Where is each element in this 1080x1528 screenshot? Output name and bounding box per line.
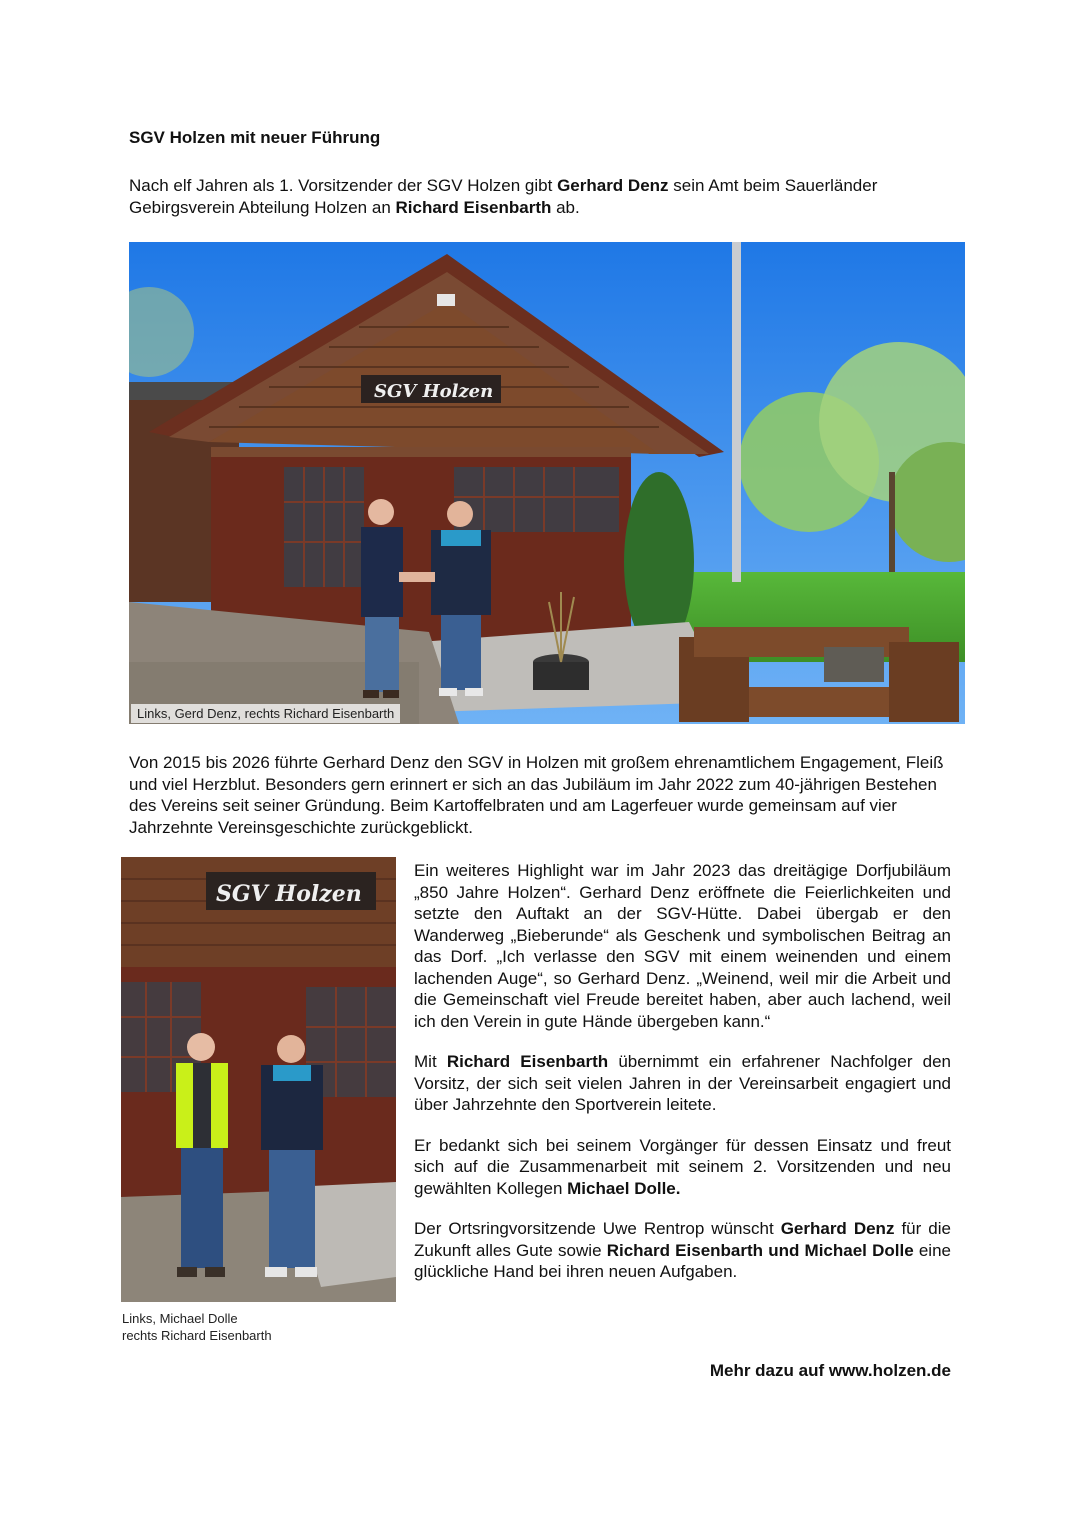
footer-link-text: Mehr dazu auf www.holzen.de	[709, 1361, 951, 1380]
intro-text-1: Nach elf Jahren als 1. Vorsitzender der SGV Holzen gibt	[129, 176, 558, 195]
wishes-text-2: für die Zukunft alles Gute sowie	[414, 1219, 951, 1260]
intro-name-gerhard: Gerhard Denz	[557, 176, 669, 195]
photo2-caption	[122, 1310, 272, 1344]
successor-text-2: übernimmt ein erfahrener Nachfolger den Vorsitz, der sich seit vielen Jahren in der Vereinsarbeit engagiert und über Jahrzehnte den Sportverein leitete.	[414, 1052, 952, 1114]
wishes-name-1: Gerhard Denz	[780, 1219, 895, 1238]
thanks-name: Michael Dolle.	[567, 1178, 681, 1198]
photo-handshake	[129, 242, 965, 724]
hut-sign-text-1: SGV Holzen	[374, 381, 494, 402]
successor-text-1: Mit	[414, 1052, 447, 1071]
intro-name-richard: Richard Eisenbarth	[395, 197, 552, 217]
successor-name: Richard Eisenbarth	[446, 1052, 609, 1071]
wishes-paragraph	[414, 1218, 951, 1283]
wishes-text-1: Der Ortsringvorsitzende Uwe Rentrop wünscht	[414, 1219, 781, 1238]
successor-paragraph	[414, 1051, 951, 1116]
thanks-text: Er bedankt sich bei seinem Vorgänger für dessen Einsatz und freut sich auf die Zusammenarbeit mit seinem 2. Vorsitzenden und neu gewählten Kollegen	[414, 1135, 951, 1198]
photo-dolle-eisenbarth	[121, 857, 396, 1302]
photo2-caption-line1: Links, Michael Dolle	[122, 1311, 238, 1326]
intro-text-3: ab.	[551, 197, 580, 217]
thanks-paragraph	[414, 1135, 951, 1200]
intro-text-2: sein Amt beim Sauerländer Gebirgsverein Abteilung Holzen an	[129, 176, 878, 217]
wishes-text-3: eine glückliche Hand bei ihren neuen Aufgaben.	[414, 1240, 951, 1281]
photo2-caption-line2: rechts Richard Eisenbarth	[122, 1328, 272, 1343]
highlight-paragraph: Ein weiteres Highlight war im Jahr 2023 das dreitägige Dorfjubiläum „850 Jahre Holzen“. Gerhard Denz eröffnete die Feierlichkeiten und setzte den Auftakt an der SGV-Hütte. Dabei übergab er den Wanderweg „Bieberunde“ als Geschenk und symbolischen Beitrag an das Dorf. „Ich verlasse den SGV mit einem weinenden und einem lachenden Auge“, so Gerhard Denz. „Weinend, weil mir die Arbeit und die Gemeinschaft viel Freude bereitet haben, aber auch lachend, weil ich den Verein in gute Hände übergeben kann.“	[414, 861, 951, 1031]
wishes-name-2: Richard Eisenbarth und Michael Dolle	[606, 1240, 914, 1260]
intro-paragraph	[129, 175, 951, 218]
body-paragraph-history: Von 2015 bis 2026 führte Gerhard Denz den SGV in Holzen mit großem ehrenamtlichem Engagement, Fleiß und viel Herzblut. Besonders gern erinnert er sich an das Jubiläum im Jahr 2022 zum 40-jährigen Bestehen des Vereins seit seiner Gründung. Beim Kartoffelbraten und am Lagerfeuer wurde gemeinsam auf vier Jahrzehnte Vereinsgeschichte zurückgeblickt.	[129, 753, 944, 837]
article-title: SGV Holzen mit neuer Führung	[129, 128, 381, 147]
right-column	[414, 860, 951, 1302]
hut-sign-text-2: SGV Holzen	[216, 881, 362, 907]
photo1-caption: Links, Gerd Denz, rechts Richard Eisenbarth	[131, 704, 400, 723]
